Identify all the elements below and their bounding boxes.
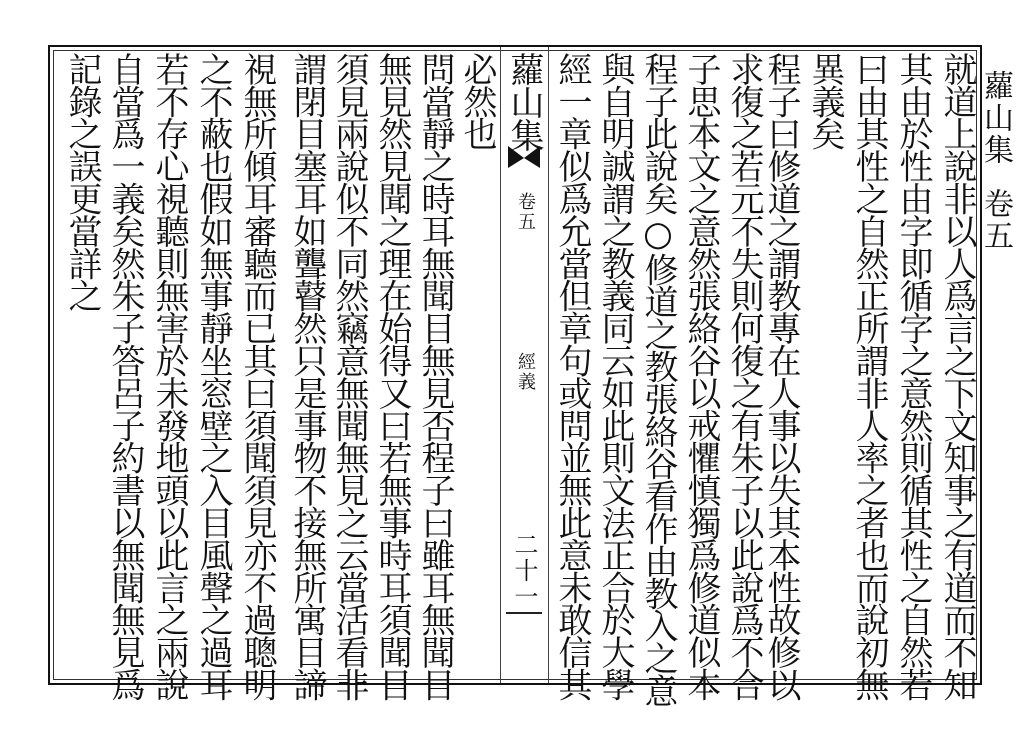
text-column-l8: 若不存心視聽則無害於未發地頭以此言之兩說 xyxy=(149,52,189,701)
text-column-r3: 曰由其性之自然正所謂非人率之者也而說初無 xyxy=(849,52,889,701)
centre-bar xyxy=(506,612,542,614)
text-column-r5: 程子曰修道之謂教專在人事以失其本性故修以 xyxy=(761,52,801,701)
text-column-l10: 記錄之誤更當詳之 xyxy=(62,52,102,312)
text-column-r7: 子思本文之意然張絡谷以戒懼慎獨爲修道似本 xyxy=(681,52,721,701)
margin-volume: 卷五 xyxy=(978,188,1013,252)
text-column-l7: 之不蔽也假如無事靜坐窓壁之入目風聲之過耳 xyxy=(193,52,233,701)
text-column-l9: 自當爲一義矣然朱子答呂子約書以無聞無見爲 xyxy=(105,52,145,701)
text-column-l3: 無見然見聞之理在始得又曰若無事時耳須聞目 xyxy=(372,52,412,701)
centre-section: 經義 xyxy=(515,352,536,392)
centre-fold xyxy=(502,52,546,682)
centre-rule-left xyxy=(500,47,501,683)
text-column-r8: 程子此說矣○修道之教張絡谷看作由教入之意 xyxy=(638,52,678,707)
text-column-r9: 與自明誠謂之教義同云如此則文法正合於大學 xyxy=(595,52,635,701)
page-number: 二十一 xyxy=(510,532,538,610)
centre-volume: 卷五 xyxy=(515,192,536,232)
centre-book-title: 蘿山集 xyxy=(504,52,544,151)
text-column-r2: 其由於性由字即循字之意然則循其性之自然若 xyxy=(893,52,933,701)
text-column-r10: 經一章似爲允當但章句或問並無此意未敢信其 xyxy=(552,52,592,701)
text-column-r4: 異義矣 xyxy=(805,52,845,150)
text-column-l6: 視無所傾耳審聽而已其曰須聞須見亦不過聰明 xyxy=(237,52,277,701)
margin-book-title: 蘿山集 xyxy=(978,70,1013,166)
text-column-l2: 問當靜之時耳無聞目無見否程子曰雖耳無聞目 xyxy=(415,52,455,701)
text-column-r6: 求復之若元不失則何復之有朱子以此說爲不合 xyxy=(724,52,764,701)
text-column-l5: 謂閉目塞耳如聾瞽然只是事物不接無所寓目諦 xyxy=(287,52,327,701)
centre-rule-right xyxy=(548,47,549,683)
text-column-l4: 須見兩說似不同然竊意無聞無見之云當活看非 xyxy=(329,52,369,701)
text-column-l1: 必然也 xyxy=(457,52,497,150)
fishtail-mark-icon xyxy=(506,144,542,170)
text-column-r1: 就道上說非以人爲言之下文知事之有道而不知 xyxy=(937,52,977,701)
